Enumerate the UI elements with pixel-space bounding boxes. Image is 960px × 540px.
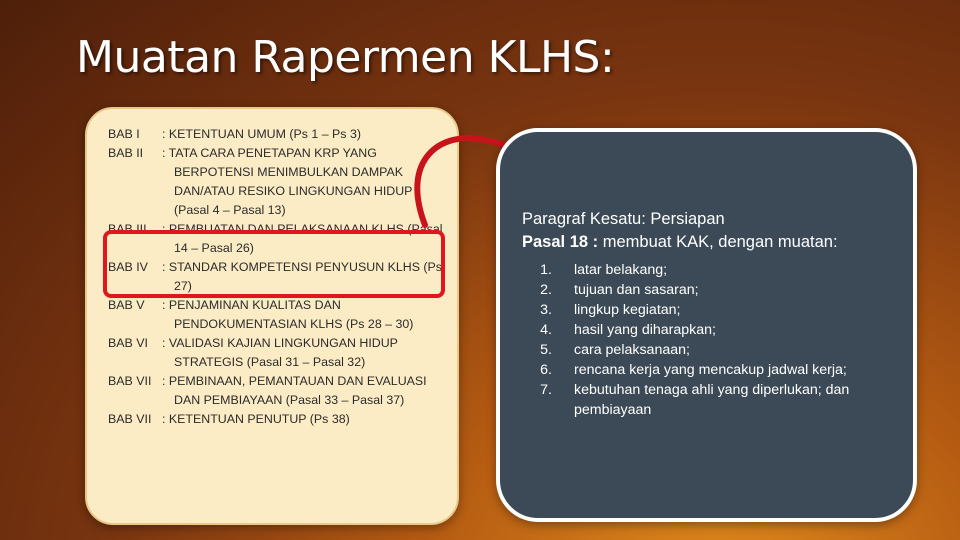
chapter-label: BAB V [108, 298, 145, 312]
chapter-label: BAB III [108, 222, 147, 236]
detail-subheading [522, 231, 902, 254]
list-item [522, 340, 902, 360]
chapter-text: : STANDAR KOMPETENSI PENYUSUN KLHS (Ps 27) [162, 260, 442, 293]
chapter-text: : PEMBINAAN, PEMANTAUAN DAN EVALUASI DAN PEMBIAYAAN (Pasal 33 – Pasal 37) [162, 374, 427, 407]
item-number: 2. [540, 282, 552, 298]
list-item [522, 260, 902, 280]
chapter-text: : VALIDASI KAJIAN LINGKUNGAN HIDUP STRATEGIS (Pasal 31 – Pasal 32) [162, 336, 398, 369]
chapter-item [108, 144, 448, 220]
item-text: lingkup kegiatan; [574, 302, 681, 318]
chapter-text: : KETENTUAN PENUTUP (Ps 38) [162, 412, 350, 426]
kak-content-list [522, 260, 902, 420]
chapter-label: BAB IV [108, 260, 148, 274]
chapter-text: : TATA CARA PENETAPAN KRP YANG BERPOTENSI MENIMBULKAN DAMPAK DAN/ATAU RESIKO LINGKUNGAN HIDUP (Pasal 4 – Pasal 13) [162, 146, 413, 217]
chapter-item [108, 296, 448, 334]
chapter-label: BAB VII [108, 374, 152, 388]
item-number: 5. [540, 342, 552, 358]
chapter-text: : PENJAMINAN KUALITAS DAN PENDOKUMENTASIAN KLHS (Ps 28 – 30) [162, 298, 414, 331]
chapter-label: BAB VI [108, 336, 148, 350]
item-number: 1. [540, 262, 552, 278]
item-text: latar belakang; [574, 262, 668, 278]
list-item [522, 380, 902, 420]
slide-title: Muatan Rapermen KLHS: [76, 32, 615, 83]
chapter-item [108, 125, 448, 144]
item-text: tujuan dan sasaran; [574, 282, 699, 298]
pasal-text: membuat KAK, dengan muatan: [598, 233, 838, 251]
chapter-item [108, 372, 448, 410]
detail-heading: Paragraf Kesatu: Persiapan [522, 210, 725, 228]
detail-content [522, 208, 902, 420]
item-number: 6. [540, 362, 552, 378]
chapter-item [108, 334, 448, 372]
list-item [522, 300, 902, 320]
list-item [522, 360, 902, 380]
list-item [522, 280, 902, 300]
item-text: rencana kerja yang mencakup jadwal kerja; [574, 362, 847, 378]
highlight-box [103, 230, 445, 298]
chapter-item [108, 410, 448, 429]
list-item [522, 320, 902, 340]
item-text: cara pelaksanaan; [574, 342, 690, 358]
chapter-label: BAB I [108, 127, 140, 141]
chapter-text: : KETENTUAN UMUM (Ps 1 – Ps 3) [162, 127, 361, 141]
item-number: 4. [540, 322, 552, 338]
pasal-label: Pasal 18 : [522, 233, 599, 251]
item-text: hasil yang diharapkan; [574, 322, 716, 338]
item-text: kebutuhan tenaga ahli yang diperlukan; dan pembiayaan [574, 382, 850, 418]
chapter-label: BAB II [108, 146, 144, 160]
chapter-text: : PEMBUATAN DAN PELAKSANAAN KLHS (Pasal 14 – Pasal 26) [162, 222, 443, 255]
chapter-label: BAB VII [108, 412, 152, 426]
item-number: 3. [540, 302, 552, 318]
item-number: 7. [540, 382, 552, 398]
